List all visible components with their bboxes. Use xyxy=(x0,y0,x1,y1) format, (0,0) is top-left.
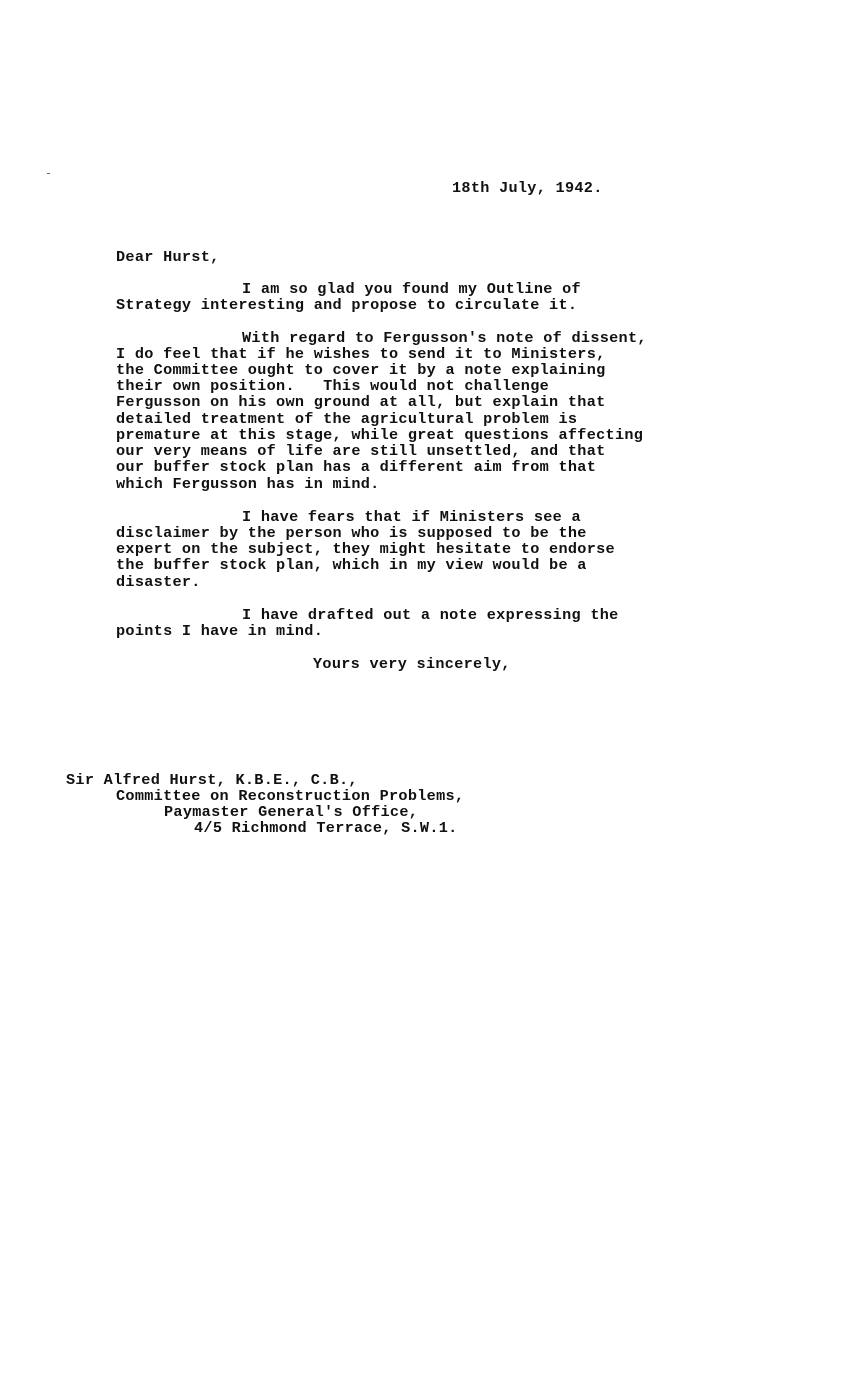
paragraph-4-line-1: I have drafted out a note expressing the xyxy=(242,606,619,624)
paragraph-2-line-7: premature at this stage, while great questions affecting xyxy=(116,426,644,444)
paragraph-3-line-3: expert on the subject, they might hesitate to endorse xyxy=(116,540,615,558)
scan-speck xyxy=(47,173,50,174)
paragraph-2-line-3: the Committee ought to cover it by a note explaining xyxy=(116,361,606,379)
address-line-3: Paymaster General's Office, xyxy=(164,803,419,821)
paragraph-2-line-5: Fergusson on his own ground at all, but explain that xyxy=(116,393,606,411)
paragraph-1-line-1: I am so glad you found my Outline of xyxy=(242,280,581,298)
letter-closing: Yours very sincerely, xyxy=(313,655,511,673)
paragraph-1-line-2: Strategy interesting and propose to circulate it. xyxy=(116,296,578,314)
paragraph-2-line-6: detailed treatment of the agricultural problem is xyxy=(116,410,578,428)
salutation: Dear Hurst, xyxy=(116,248,220,266)
paragraph-2-line-9: our buffer stock plan has a different aim from that xyxy=(116,458,597,476)
paragraph-4-line-2: points I have in mind. xyxy=(116,622,324,640)
paragraph-2-line-8: our very means of life are still unsettled, and that xyxy=(116,442,606,460)
paragraph-2-line-10: which Fergusson has in mind. xyxy=(116,475,380,493)
letter-date: 18th July, 1942. xyxy=(452,179,603,197)
paragraph-3-line-1: I have fears that if Ministers see a xyxy=(242,508,581,526)
paragraph-2-line-1: With regard to Fergusson's note of dissent, xyxy=(242,329,647,347)
paragraph-3-line-5: disaster. xyxy=(116,573,201,591)
paragraph-2-line-2: I do feel that if he wishes to send it to Ministers, xyxy=(116,345,606,363)
address-line-1: Sir Alfred Hurst, K.B.E., C.B., xyxy=(66,771,358,789)
paragraph-3-line-4: the buffer stock plan, which in my view would be a xyxy=(116,556,587,574)
paragraph-2-line-4: their own position. This would not challenge xyxy=(116,377,550,395)
address-line-4: 4/5 Richmond Terrace, S.W.1. xyxy=(194,819,458,837)
paragraph-3-line-2: disclaimer by the person who is supposed to be the xyxy=(116,524,587,542)
address-line-2: Committee on Reconstruction Problems, xyxy=(116,787,465,805)
